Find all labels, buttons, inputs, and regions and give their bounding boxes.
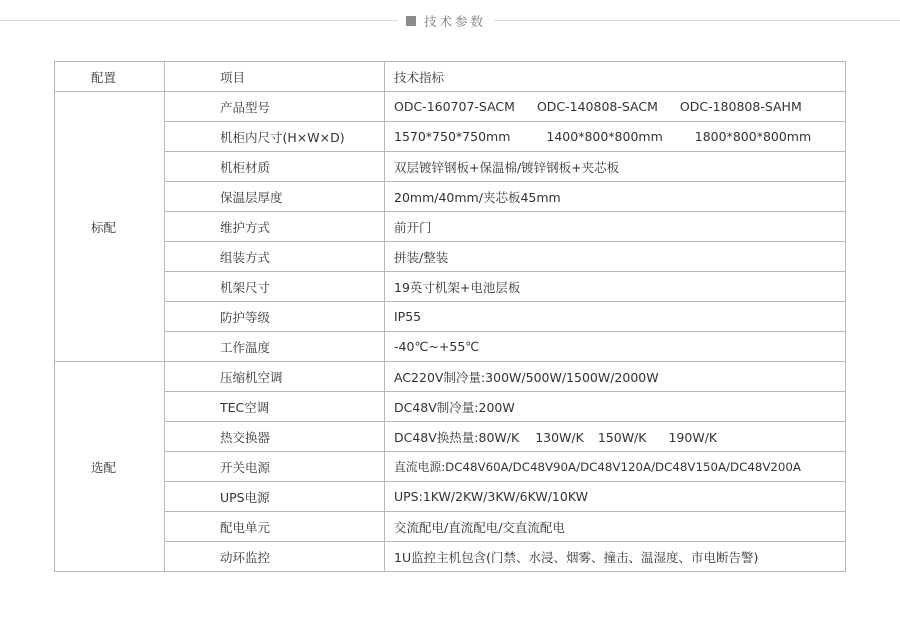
- section-title: 技术参数: [424, 14, 487, 29]
- square-icon: [406, 16, 416, 26]
- spec-value: ODC-140808-SACM: [536, 99, 658, 114]
- item-cell: 组装方式: [165, 242, 385, 272]
- table-row: [55, 92, 846, 122]
- section-header: [0, 0, 900, 40]
- item-cell: 保温层厚度: [165, 182, 385, 212]
- column-header-item: 项目: [165, 62, 385, 92]
- item-cell: 产品型号: [165, 92, 385, 122]
- table-row: [55, 212, 846, 242]
- spec-value: ODC-160707-SACM: [394, 99, 515, 114]
- item-cell: TEC空调: [165, 392, 385, 422]
- item-cell: 机架尺寸: [165, 272, 385, 302]
- item-cell: 动环监控: [165, 542, 385, 572]
- table-row: [55, 182, 846, 212]
- spec-cell: [385, 122, 846, 152]
- column-header-config: 配置: [55, 62, 165, 92]
- item-cell: 机柜材质: [165, 152, 385, 182]
- table-row: [55, 332, 846, 362]
- spec-cell: 20mm/40mm/夹芯板45mm: [385, 182, 846, 212]
- table-row: [55, 302, 846, 332]
- item-cell: 维护方式: [165, 212, 385, 242]
- table-row: [55, 272, 846, 302]
- section-title-wrap: [398, 11, 494, 31]
- spec-value: 1400*800*800mm: [546, 129, 663, 144]
- spec-cell: [385, 92, 846, 122]
- column-header-spec: 技术指标: [385, 62, 846, 92]
- spec-cell: UPS:1KW/2KW/3KW/6KW/10KW: [385, 482, 846, 512]
- spec-value: DC48V换热量:80W/K: [394, 429, 520, 445]
- config-group-standard: 标配: [55, 92, 165, 362]
- item-cell: UPS电源: [165, 482, 385, 512]
- table-row: [55, 392, 846, 422]
- spec-cell: 直流电源:DC48V60A/DC48V90A/DC48V120A/DC48V150A/DC48V200A: [385, 452, 846, 482]
- spec-value: 190W/K: [668, 429, 718, 445]
- table-row: [55, 512, 846, 542]
- spec-table: [54, 61, 846, 572]
- table-row: [55, 152, 846, 182]
- table-row: [55, 362, 846, 392]
- spec-cell: 双层镀锌钢板+保温棉/镀锌钢板+夹芯板: [385, 152, 846, 182]
- table-row: [55, 422, 846, 452]
- spec-cell: DC48V制冷量:200W: [385, 392, 846, 422]
- spec-cell: 交流配电/直流配电/交直流配电: [385, 512, 846, 542]
- spec-value: 150W/K: [597, 429, 647, 445]
- item-cell: 压缩机空调: [165, 362, 385, 392]
- spec-cell: 19英寸机架+电池层板: [385, 272, 846, 302]
- table-row: [55, 482, 846, 512]
- table-row: [55, 452, 846, 482]
- item-cell: 开关电源: [165, 452, 385, 482]
- config-group-optional: 选配: [55, 362, 165, 572]
- spec-cell: AC220V制冷量:300W/500W/1500W/2000W: [385, 362, 846, 392]
- spec-value: 1800*800*800mm: [694, 129, 812, 144]
- item-cell: 机柜内尺寸(H×W×D): [165, 122, 385, 152]
- spec-value: 1570*750*750mm: [394, 129, 511, 144]
- spec-cell: -40℃~+55℃: [385, 332, 846, 362]
- table-row: [55, 242, 846, 272]
- table-header-row: [55, 62, 846, 92]
- spec-cell: 1U监控主机包含(门禁、水浸、烟雾、撞击、温湿度、市电断告警): [385, 542, 846, 572]
- spec-value: 130W/K: [535, 429, 584, 445]
- spec-value: ODC-180808-SAHM: [679, 99, 802, 114]
- spec-cell: IP55: [385, 302, 846, 332]
- table-row: [55, 542, 846, 572]
- item-cell: 配电单元: [165, 512, 385, 542]
- item-cell: 热交换器: [165, 422, 385, 452]
- item-cell: 防护等级: [165, 302, 385, 332]
- spec-cell: [385, 422, 846, 452]
- table-row: [55, 122, 846, 152]
- spec-cell: 前开门: [385, 212, 846, 242]
- item-cell: 工作温度: [165, 332, 385, 362]
- spec-cell: 拼装/整装: [385, 242, 846, 272]
